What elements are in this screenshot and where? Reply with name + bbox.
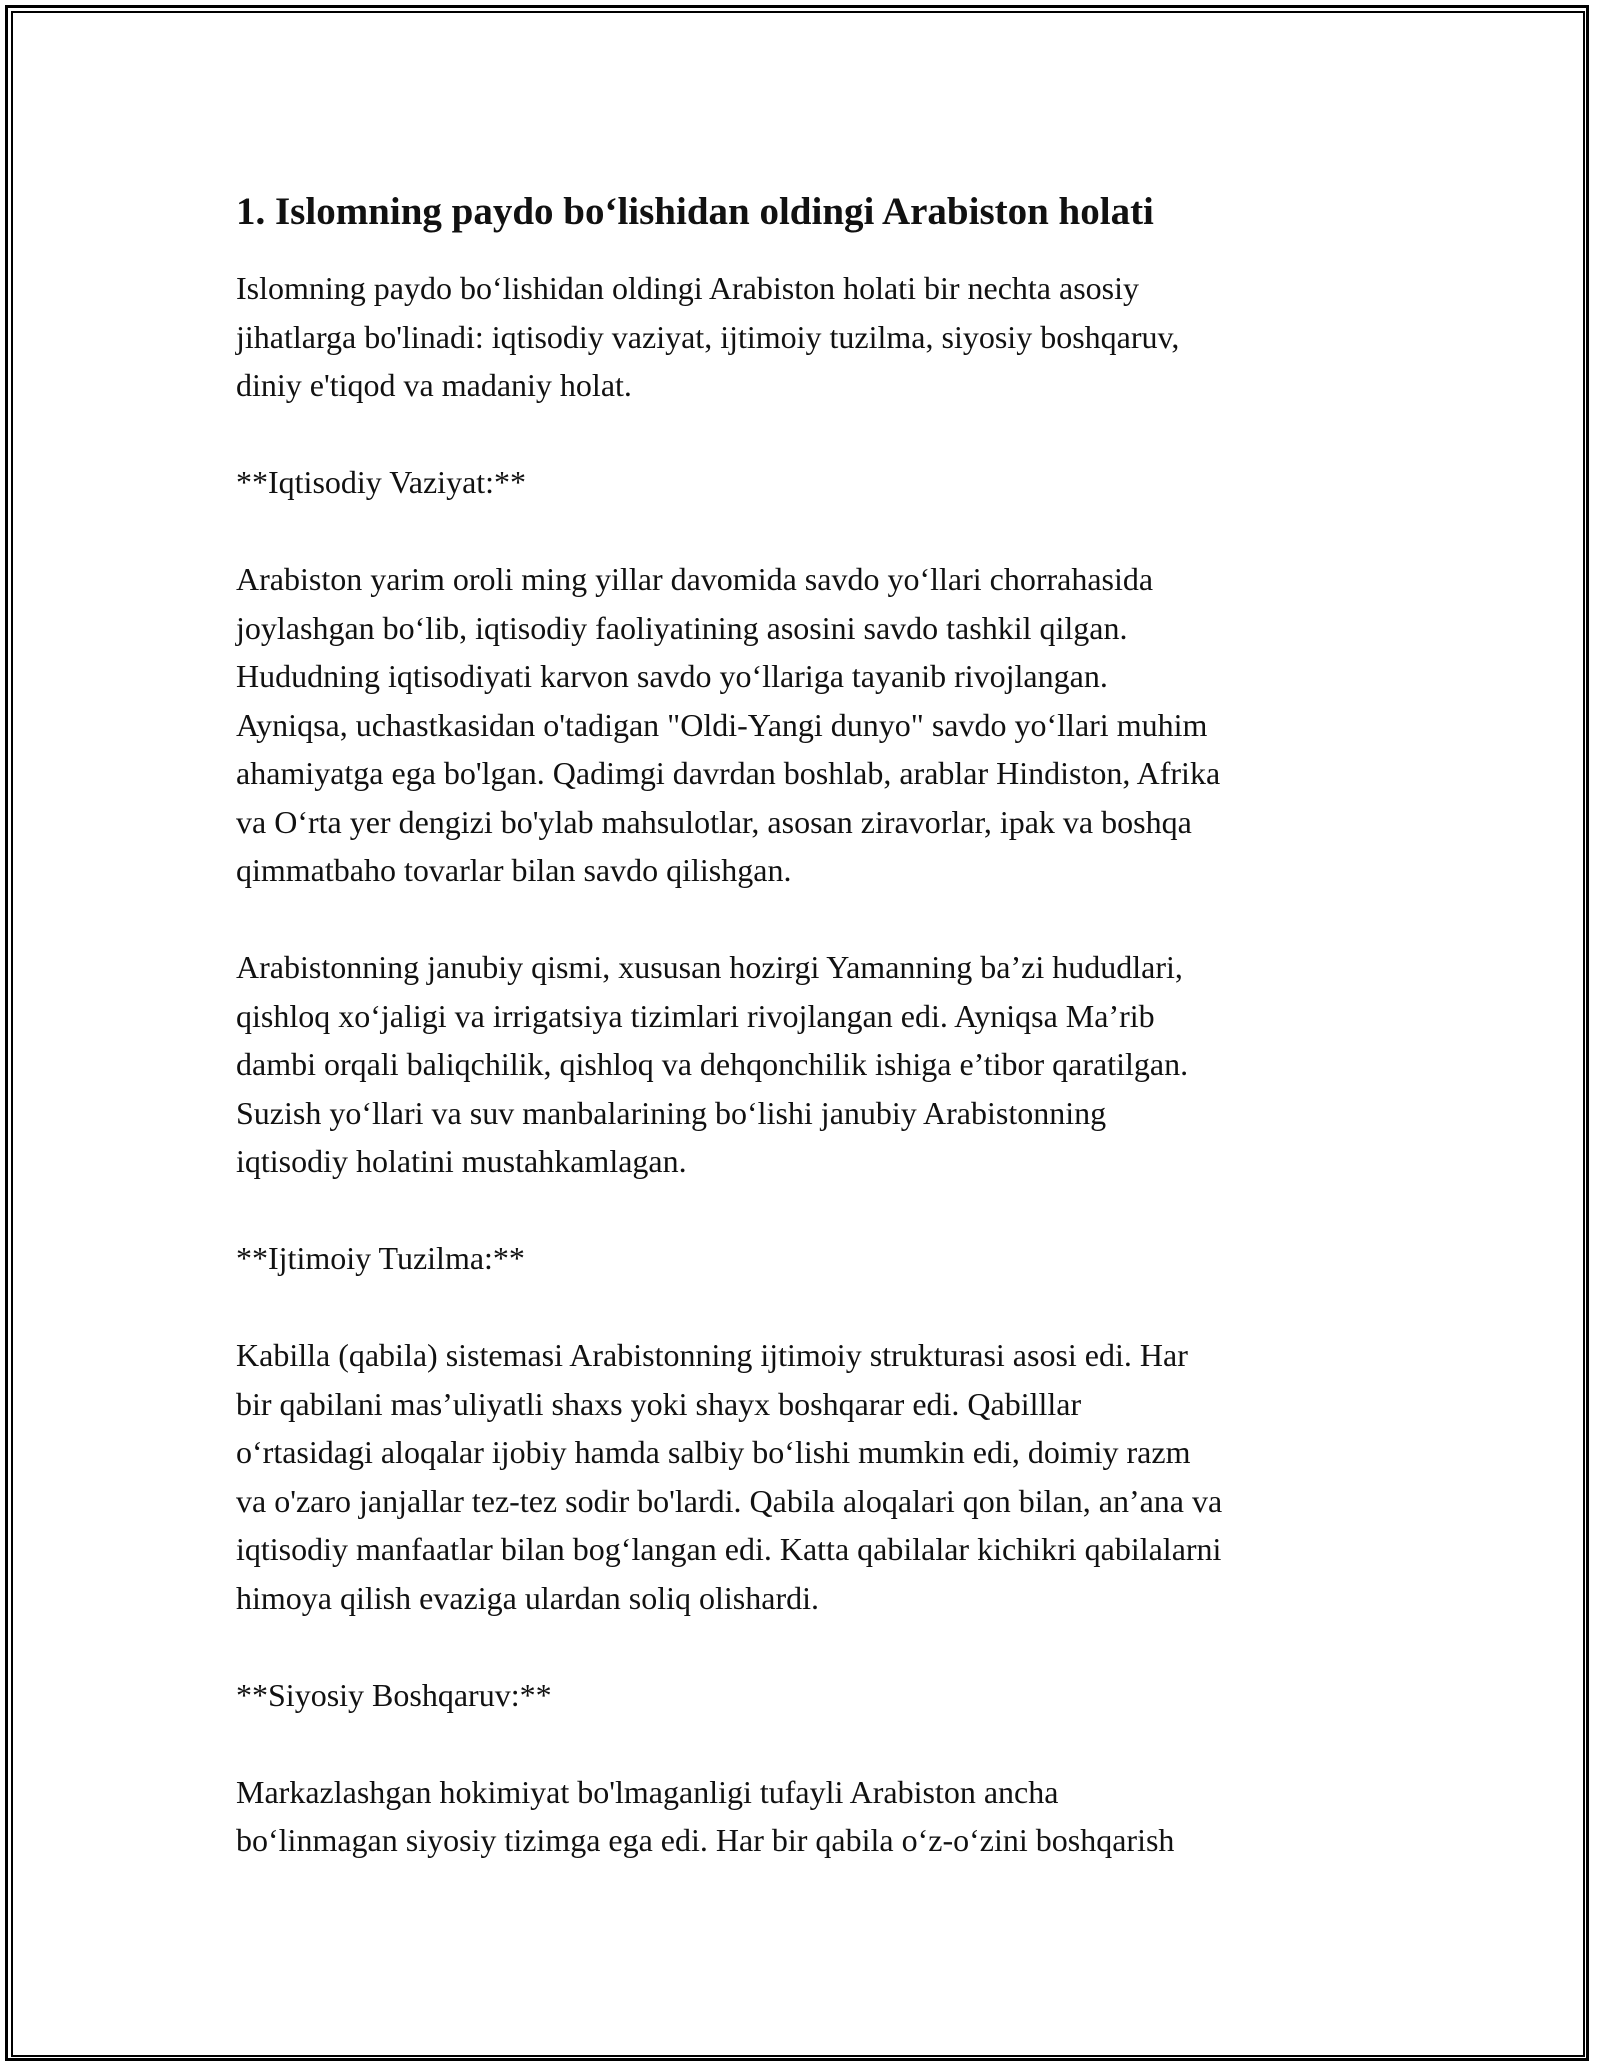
intro-paragraph: Islomning paydo bo‘lishidan oldingi Arabiston holati bir nechta asosiy jihatlarga bo'linadi: iqtisodiy vaziyat, ijtimoiy tuzilma, siyosiy boshqaruv, diniy e'tiqod va madaniy holat. (236, 270, 1180, 403)
paragraph-trade: Arabiston yarim oroli ming yillar davomida savdo yo‘llari chorrahasida joylashgan bo‘lib, iqtisodiy faoliyatining asosini savdo tashkil qilgan. Hududning iqtisodiyati karvon savdo yo‘llariga tayanib rivojlangan. Ayniqsa, uchastkasidan o'tadigan "Oldi-Yangi dunyo" savdo yo‘llari muhim ahamiyatga ega bo'lgan. Qadimgi davrdan boshlab, arablar Hindiston, Afrika va O‘rta yer dengizi bo'ylab mahsulotlar, asosan ziravorlar, ipak va boshqa qimmatbaho tovarlar bilan savdo qilishgan. (236, 561, 1221, 888)
subheading-ijtimoiy: **Ijtimoiy Tuzilma:** (236, 1240, 525, 1276)
subheading-iqtisodiy: **Iqtisodiy Vaziyat:** (236, 464, 527, 500)
document-body (236, 186, 1376, 1865)
section-heading: 1. Islomning paydo bo‘lishidan oldingi Arabiston holati (236, 190, 1154, 233)
paragraph-politics: Markazlashgan hokimiyat bo'lmaganligi tufayli Arabiston ancha bo‘linmagan siyosiy tizimga ega edi. Har bir qabila o‘z-o‘zini boshqarish (236, 1773, 1175, 1858)
paragraph-tribes: Kabilla (qabila) sistemasi Arabistonning ijtimoiy strukturasi asosi edi. Har bir qabilani mas’uliyatli shaxs yoki shayx boshqarar edi. Qabilllar o‘rtasidagi aloqalar ijobiy hamda salbiy bo‘lishi mumkin edi, doimiy razm va o'zaro janjallar tez-tez sodir bo'lardi. Qabila aloqalari qon bilan, an’ana va iqtisodiy manfaatlar bilan bog‘langan edi. Katta qabilalar kichikri qabilalarni himoya qilish evaziga ulardan soliq olishardi. (236, 1337, 1223, 1616)
paragraph-south-arabia: Arabistonning janubiy qismi, xususan hozirgi Yamanning ba’zi hududlari, qishloq xo‘jaligi va irrigatsiya tizimlari rivojlangan edi. Ayniqsa Ma’rib dambi orqali baliqchilik, qishloq va dehqonchilik ishiga e’tibor qaratilgan. Suzish yo‘llari va suv manbalarining bo‘lishi janubiy Arabistonning iqtisodiy holatini mustahkamlagan. (236, 949, 1189, 1179)
subheading-siyosiy: **Siyosiy Boshqaruv:** (236, 1676, 552, 1713)
